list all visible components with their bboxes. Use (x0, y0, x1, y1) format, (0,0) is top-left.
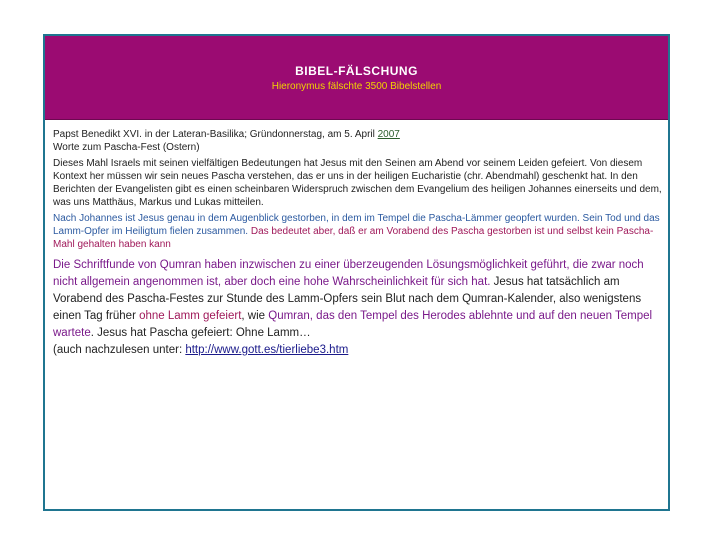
source-info (53, 128, 665, 154)
page-subtitle: Hieronymus fälschte 3500 Bibelstellen (271, 81, 442, 92)
paragraph-3 (53, 257, 665, 359)
paragraph-3-part-f: . Jesus hat Pascha gefeiert: Ohne Lamm… (90, 327, 311, 339)
page-title: BIBEL-FÄLSCHUNG (295, 64, 418, 78)
paragraph-3-part-a: Die Schriftfunde von Qumran haben inzwischen zu einer überzeugenden Lösungsmöglichkeit geführt, die zwar noch nicht allgemein angenommen ist, aber doch eine hohe Wahrscheinlichkeit für sich hat. (53, 259, 644, 288)
reference-prefix: (auch nachzulesen unter: (53, 344, 186, 356)
paragraph-2-part-a: Nach Johannes ist Jesus genau in dem Augenblick gestorben, in dem im Tempel die Pascha-Lämmer geopfert wurden. Sein Tod und das Lamm-Opfer im Heiligtum fielen zusammen. (53, 213, 660, 237)
paragraph-3-part-d: , wie (241, 310, 269, 322)
reference-link[interactable]: http://www.gott.es/tierliebe3.htm (185, 344, 349, 356)
paragraph-1: Dieses Mahl Israels mit seinen vielfältigen Bedeutungen hat Jesus mit den Seinen am Abend vor seinem Leiden gefeiert. Von diesem Kontext her müssen wir sein neues Pascha verstehen, das er uns in der heiligen Eucharistie (chr. Abendmahl) geschenkt hat. In den Berichten der Evangelisten gibt es einen scheinbaren Widerspruch zwischen dem Evangelium des heiligen Johannes einerseits und dem, was uns Matthäus, Markus und Lukas mitteilen. (53, 158, 662, 208)
source-text: Papst Benedikt XVI. in der Lateran-Basilika; Gründonnerstag, am 5. April (53, 129, 378, 140)
paragraph-2-part-b: Das bedeutet aber, daß er am Vorabend des Pascha gestorben ist und selbst kein Pascha-Mahl gehalten haben kann (53, 226, 654, 250)
paragraph-3-part-e: Qumran, das den Tempel des Herodes ablehnte und auf den neuen Tempel wartete (53, 310, 653, 339)
content-body (53, 128, 665, 362)
title-banner (45, 36, 668, 120)
year-link[interactable]: 2007 (377, 129, 400, 140)
slide-frame (43, 34, 670, 511)
source-line (53, 128, 665, 141)
paragraph-2 (53, 212, 665, 251)
paragraph-3-part-b: Jesus hat tatsächlich am Vorabend des Pascha-Festes zur Stunde des Lamm-Opfers sein Blut nach dem Qumran-Kalender, also wenigstens einen Tag früher (53, 276, 642, 322)
paragraph-3-part-c: ohne Lamm gefeiert (139, 310, 242, 322)
occasion-line: Worte zum Pascha-Fest (Ostern) (53, 142, 200, 153)
